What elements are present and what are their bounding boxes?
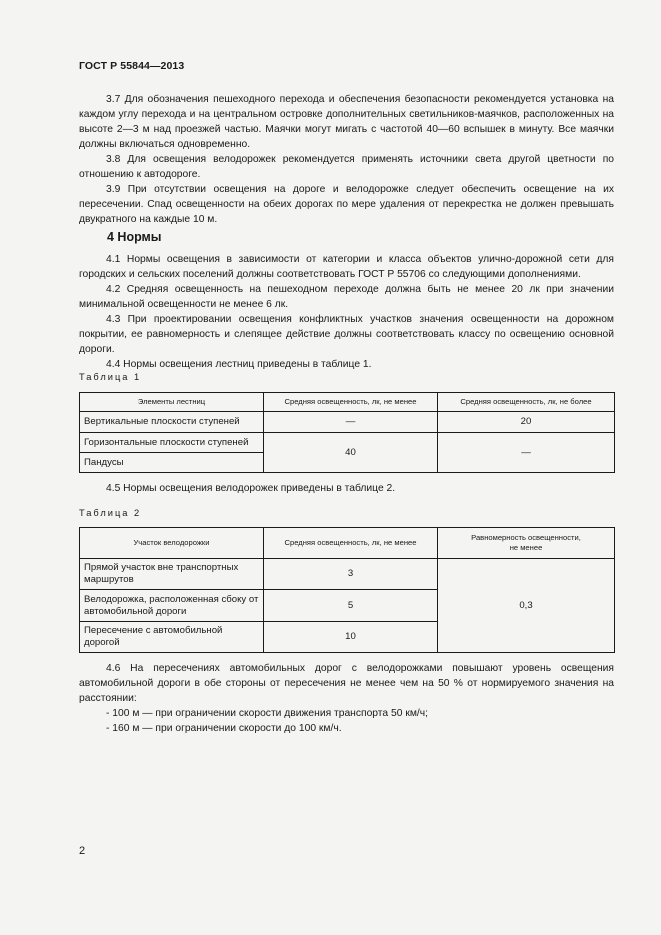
paragraph-4-5-block [79, 481, 614, 496]
table-cell: 3 [264, 559, 438, 590]
table-cell: Пандусы [80, 453, 264, 473]
table-header-row [80, 393, 615, 412]
table-cell: Горизонтальные плоскости ступеней [80, 433, 264, 453]
table-row [80, 433, 615, 453]
table-cell: — [438, 433, 615, 473]
page-number: 2 [79, 845, 86, 857]
list-item: - 160 м — при ограничении скорости до 100 км/ч. [106, 723, 342, 734]
paragraph-4-5: 4.5 Нормы освещения велодорожек приведены в таблице 2. [106, 483, 396, 494]
table-cell: 40 [264, 433, 438, 473]
table-cell: — [264, 412, 438, 433]
section-title: 4 Нормы [107, 230, 162, 244]
table-row [80, 559, 615, 590]
table-cell: Прямой участок вне транспортных маршрутов [80, 559, 264, 590]
paragraph-4-1: 4.1 Нормы освещения в зависимости от категории и класса объектов улично-дорожной сети для городских и сельских поселений должны соответствовать ГОСТ Р 55706 со следующими дополнениями. [79, 254, 614, 280]
section-4-paragraphs [79, 252, 614, 372]
paragraph-3-9: 3.9 При отсутствии освещения на дороге и велодорожке следует обеспечить освещение на их пересечении. Спад освещенности на обеих дорогах по мере удаления от перекрестка не должен превышать двукратного на каждые 10 м. [79, 184, 614, 225]
list-item: - 100 м — при ограничении скорости движения транспорта 50 км/ч; [106, 708, 428, 719]
paragraph-3-8: 3.8 Для освещения велодорожек рекомендуется применять источники света другой цветности по отношению к автодороге. [79, 154, 614, 180]
document-header: ГОСТ Р 55844—2013 [79, 60, 185, 72]
table-cell: 20 [438, 412, 615, 433]
table1-caption: Таблица 1 [79, 372, 142, 382]
paragraph-4-4: 4.4 Нормы освещения лестниц приведены в таблице 1. [106, 359, 372, 370]
table-header-cell: Средняя освещенность, лк, не более [438, 393, 615, 412]
table-cell: 0,3 [438, 559, 615, 653]
table-1 [79, 392, 615, 473]
paragraph-4-6-block [79, 661, 614, 736]
table-cell: Велодорожка, расположенная сбоку от автомобильной дороги [80, 590, 264, 622]
table-cell: 10 [264, 622, 438, 653]
table-header-cell: Средняя освещенность, лк, не менее [264, 528, 438, 559]
table-2 [79, 527, 615, 653]
table-cell: Пересечение с автомобильной дорогой [80, 622, 264, 653]
table-cell: 5 [264, 590, 438, 622]
top-paragraphs [79, 92, 614, 227]
paragraph-4-3: 4.3 При проектировании освещения конфликтных участков значения освещенности на дорожном покрытии, ее равномерность и слепящее действие должны соответствовать классу по освещению основной дороги. [79, 314, 614, 355]
table-header-cell: Равномерность освещенности, не менее [438, 528, 615, 559]
table-header-row [80, 528, 615, 559]
paragraph-3-7: 3.7 Для обозначения пешеходного перехода и обеспечения безопасности рекомендуется установка на каждом углу перехода и на центральном островке дополнительных светильников-маячков, расположенных на высоте 2—3 м над проезжей частью. Маячки могут мигать с частотой 40—60 вспышек в минуту. Все маячки должны включаться одновременно. [79, 94, 614, 150]
table-cell: Вертикальные плоскости ступеней [80, 412, 264, 433]
table2-caption: Таблица 2 [79, 508, 142, 518]
table-header-cell: Элементы лестниц [80, 393, 264, 412]
table-header-cell: Участок велодорожки [80, 528, 264, 559]
table-row [80, 412, 615, 433]
paragraph-4-6: 4.6 На пересечениях автомобильных дорог с велодорожками повышают уровень освещения автомобильной дороги в обе стороны от пересечения не менее чем на 50 % от нормируемого значения на расстоянии: [79, 663, 614, 704]
paragraph-4-2: 4.2 Средняя освещенность на пешеходном переходе должна быть не менее 20 лк при значении минимальной освещенности не менее 6 лк. [79, 284, 614, 310]
table-header-cell: Средняя освещенность, лк, не менее [264, 393, 438, 412]
